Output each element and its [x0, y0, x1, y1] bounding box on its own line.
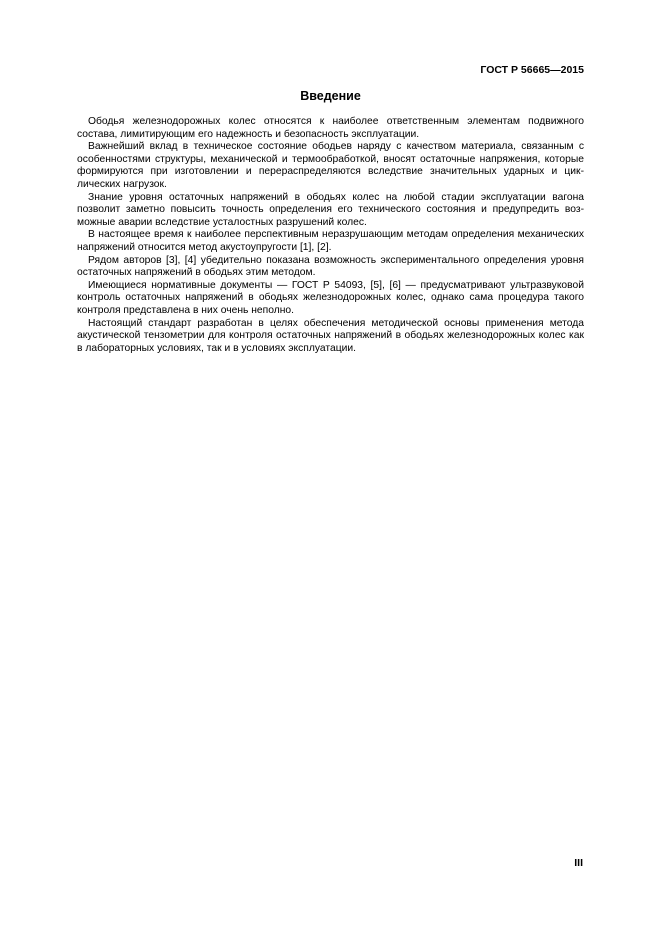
paragraph-5: Рядом авторов [3], [4] убедительно показана возможность экспериментального определения уровня остаточных напряжений в ободьях этим методом.	[77, 254, 584, 279]
paragraph-3: Знание уровня остаточных напряжений в ободьях колес на любой стадии эксплуатации вагона позволит заметно повысить точность определения его технического состояния и предупредить возможные аварии вследствие усталостных разрушений колес.	[77, 191, 584, 228]
paragraph-2: Важнейший вклад в техническое состояние ободьев наряду с качеством материала, связанным с особенностями структуры, механической и термообработкой, вносят остаточные напряжения, которые формируются при изготовлении и перераспределяются вследствие значительных ударных и циклических нагрузок.	[77, 141, 584, 190]
page-number: III	[574, 857, 583, 869]
section-title: Введение	[300, 89, 361, 103]
introduction-body	[77, 116, 584, 355]
paragraph-7: Настоящий стандарт разработан в целях обеспечения методической основы применения метода акустической тензометрии для контроля остаточных напряжений в ободьях железнодорожных колес как в лабораторных условиях, так и в условиях эксплуатации.	[77, 317, 584, 354]
document-code-header: ГОСТ Р 56665—2015	[480, 64, 584, 76]
paragraph-6: Имеющиеся нормативные документы — ГОСТ Р 54093, [5], [6] — предусматривают ультразвуковой контроль остаточных напряжений в ободьях железнодорожных колес, однако сама процедура такого контроля представлена в них очень неполно.	[77, 279, 584, 316]
paragraph-1: Ободья железнодорожных колес относятся к наиболее ответственным элементам подвижного состава, лимитирующим его надежность и безопасность эксплуатации.	[77, 116, 584, 140]
paragraph-4: В настоящее время к наиболее перспективным неразрушающим методам определения механических напряжений относится метод акустоупругости [1], [2].	[77, 229, 584, 253]
